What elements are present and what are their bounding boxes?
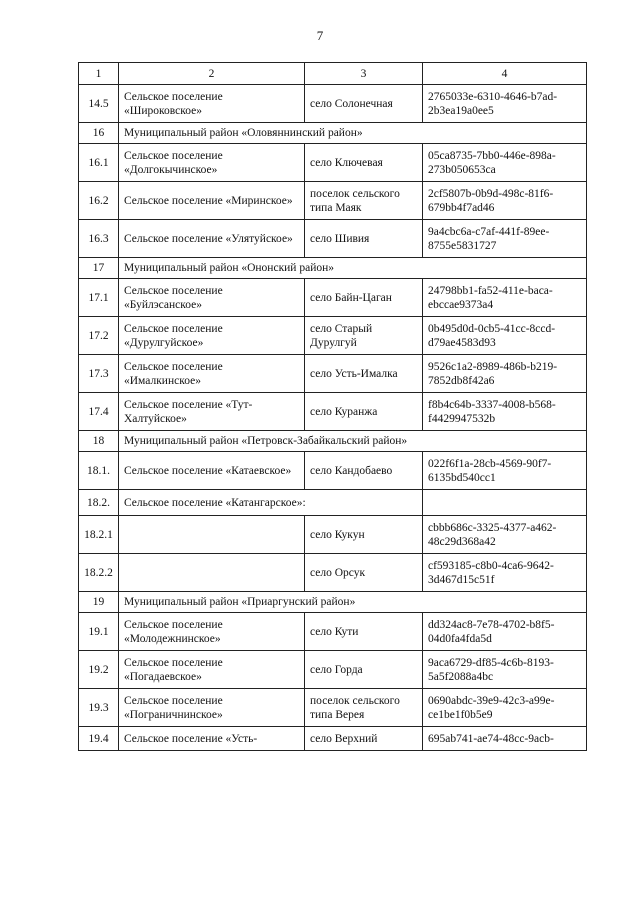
settlement-name: поселок сельского типа Маяк <box>305 182 423 220</box>
table-row <box>79 452 587 490</box>
district-name: Муниципальный район «Ононский район» <box>119 258 587 279</box>
table-row <box>79 355 587 393</box>
row-number: 19.3 <box>79 689 119 727</box>
row-number: 16.1 <box>79 144 119 182</box>
table-row <box>79 393 587 431</box>
fias-code: 9aca6729-df85-4c6b-8193-5a5f2088a4bc <box>423 651 587 689</box>
municipality-name: Сельское поселение «Долгокычинское» <box>119 144 305 182</box>
table-row <box>79 144 587 182</box>
group-row <box>79 490 587 516</box>
municipality-name: Сельское поселение «Катаевское» <box>119 452 305 490</box>
row-number: 16 <box>79 123 119 144</box>
empty-cell <box>423 490 587 516</box>
row-number: 16.3 <box>79 220 119 258</box>
settlement-name: село Верхний <box>305 727 423 751</box>
district-name: Муниципальный район «Оловяннинский район» <box>119 123 587 144</box>
settlement-name: село Ключевая <box>305 144 423 182</box>
row-number: 18 <box>79 431 119 452</box>
row-number: 17.4 <box>79 393 119 431</box>
fias-code: cf593185-c8b0-4ca6-9642-3d467d15c51f <box>423 554 587 592</box>
fias-code: 2cf5807b-0b9d-498c-81f6-679bb4f7ad46 <box>423 182 587 220</box>
row-number: 19.1 <box>79 613 119 651</box>
row-number: 17.3 <box>79 355 119 393</box>
table-body <box>79 63 587 751</box>
fias-code: 0b495d0d-0cb5-41cc-8ccd-d79ae4583d93 <box>423 317 587 355</box>
table-row <box>79 613 587 651</box>
table-row <box>79 182 587 220</box>
district-row <box>79 592 587 613</box>
settlement-name: село Шивия <box>305 220 423 258</box>
row-number: 19 <box>79 592 119 613</box>
municipality-name: Сельское поселение «Улятуйское» <box>119 220 305 258</box>
column-header-4: 4 <box>423 63 587 85</box>
municipality-name: Сельское поселение «Миринское» <box>119 182 305 220</box>
table-row <box>79 689 587 727</box>
district-row <box>79 258 587 279</box>
column-header-3: 3 <box>305 63 423 85</box>
municipality-name: Сельское поселение «Широковское» <box>119 85 305 123</box>
settlement-name: село Кути <box>305 613 423 651</box>
fias-code: cbbb686c-3325-4377-a462-48c29d368a42 <box>423 516 587 554</box>
row-number: 16.2 <box>79 182 119 220</box>
municipality-name: Сельское поселение «Тут-Халтуйское» <box>119 393 305 431</box>
settlement-name: село Кукун <box>305 516 423 554</box>
fias-code: 9526c1a2-8989-486b-b219-7852db8f42a6 <box>423 355 587 393</box>
row-number: 19.4 <box>79 727 119 751</box>
page-number: 7 <box>316 28 324 43</box>
row-number: 18.2.1 <box>79 516 119 554</box>
settlement-name: село Усть-Ималка <box>305 355 423 393</box>
row-number: 17 <box>79 258 119 279</box>
fias-code: f8b4c64b-3337-4008-b568-f4429947532b <box>423 393 587 431</box>
settlement-name: село Орсук <box>305 554 423 592</box>
table-row <box>79 220 587 258</box>
table-row <box>79 651 587 689</box>
table-row <box>79 279 587 317</box>
settlement-name: село Куранжа <box>305 393 423 431</box>
municipality-name: Сельское поселение «Ималкинское» <box>119 355 305 393</box>
district-row <box>79 123 587 144</box>
row-number: 18.2. <box>79 490 119 516</box>
settlement-name: село Солонечная <box>305 85 423 123</box>
table-row <box>79 554 587 592</box>
district-row <box>79 431 587 452</box>
fias-code: 05ca8735-7bb0-446e-898a-273b050653ca <box>423 144 587 182</box>
row-number: 14.5 <box>79 85 119 123</box>
table-row <box>79 317 587 355</box>
row-number: 17.2 <box>79 317 119 355</box>
column-header-2: 2 <box>119 63 305 85</box>
column-header-1: 1 <box>79 63 119 85</box>
settlement-name: село Старый Дурулгуй <box>305 317 423 355</box>
table-row <box>79 727 587 751</box>
row-number: 18.2.2 <box>79 554 119 592</box>
table-header-row <box>79 63 587 85</box>
fias-code: 24798bb1-fa52-411e-baca-ebccae9373a4 <box>423 279 587 317</box>
municipality-name <box>119 516 305 554</box>
row-number: 18.1. <box>79 452 119 490</box>
fias-code: 022f6f1a-28cb-4569-90f7-6135bd540cc1 <box>423 452 587 490</box>
municipality-name: Сельское поселение «Буйлэсанское» <box>119 279 305 317</box>
row-number: 17.1 <box>79 279 119 317</box>
fias-code: dd324ac8-7e78-4702-b8f5-04d0fa4fda5d <box>423 613 587 651</box>
fias-code: 0690abdc-39e9-42c3-a99e-ce1be1f0b5e9 <box>423 689 587 727</box>
table-row <box>79 85 587 123</box>
settlement-name: село Кандобаево <box>305 452 423 490</box>
municipality-name: Сельское поселение «Усть- <box>119 727 305 751</box>
fias-code: 695ab741-ae74-48cc-9acb- <box>423 727 587 751</box>
municipality-name: Сельское поселение «Дурулгуйское» <box>119 317 305 355</box>
municipality-name <box>119 554 305 592</box>
settlement-name: село Горда <box>305 651 423 689</box>
municipality-name: Сельское поселение «Погадаевское» <box>119 651 305 689</box>
settlement-group-name: Сельское поселение «Катангарское»: <box>119 490 423 516</box>
settlements-table <box>78 62 587 751</box>
district-name: Муниципальный район «Приаргунский район» <box>119 592 587 613</box>
municipality-name: Сельское поселение «Пограничнинское» <box>119 689 305 727</box>
settlement-name: село Байн-Цаган <box>305 279 423 317</box>
table-row <box>79 516 587 554</box>
row-number: 19.2 <box>79 651 119 689</box>
fias-code: 9a4cbc6a-c7af-441f-89ee-8755e5831727 <box>423 220 587 258</box>
district-name: Муниципальный район «Петровск-Забайкальский район» <box>119 431 587 452</box>
municipality-name: Сельское поселение «Молодежнинское» <box>119 613 305 651</box>
fias-code: 2765033e-6310-4646-b7ad-2b3ea19a0ee5 <box>423 85 587 123</box>
settlement-name: поселок сельского типа Верея <box>305 689 423 727</box>
